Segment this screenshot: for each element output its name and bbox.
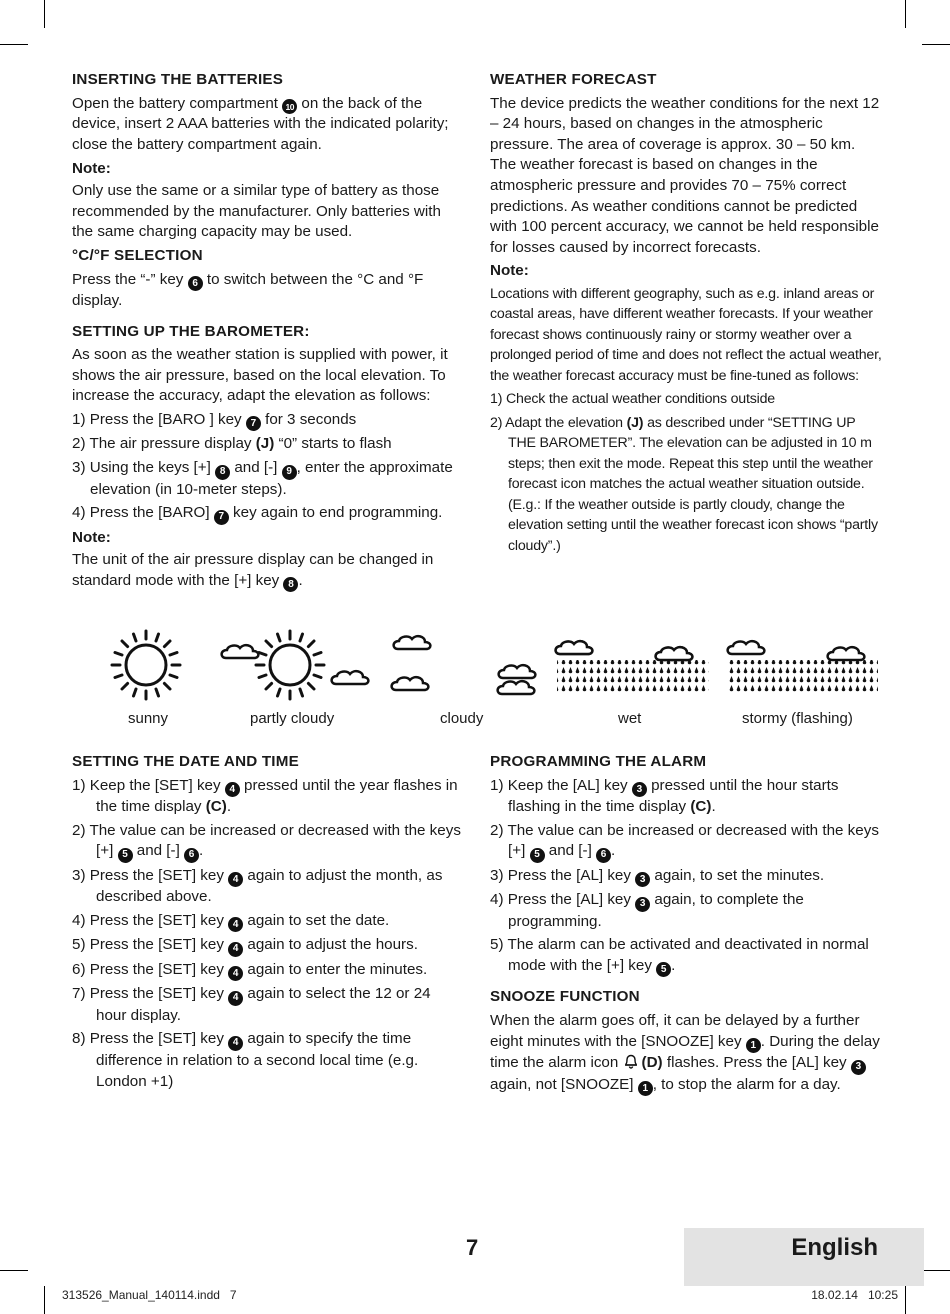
units-text: Press the “-” key 6 to switch between the °C and °F display.: [72, 270, 424, 309]
crop-mark: [905, 0, 906, 28]
list-item: 2) The air pressure display (J) “0” starts to flash: [72, 435, 392, 453]
barometer-heading: SETTING UP THE BAROMETER:: [72, 322, 310, 340]
key-number-badge: 4: [228, 872, 243, 887]
key-number-badge: 7: [214, 510, 229, 525]
barometer-steps: [72, 410, 464, 525]
key-number-badge: 6: [188, 276, 203, 291]
key-number-badge: 3: [632, 782, 647, 797]
list-item: 5) Press the [SET] key 4 again to adjust the hours.: [72, 935, 464, 957]
note-label: Note:: [490, 262, 529, 280]
list-item: 1) Press the [BARO ] key 7 for 3 seconds: [72, 410, 464, 432]
list-item: 7) Press the [SET] key 4 again to select the 12 or 24 hour display.: [72, 985, 431, 1024]
key-number-badge: 3: [635, 872, 650, 887]
stormy-icon: [728, 641, 878, 694]
key-number-badge: 3: [851, 1060, 866, 1075]
snooze-heading: SNOOZE FUNCTION: [490, 988, 640, 1006]
key-number-badge: 5: [530, 848, 545, 863]
note-label: Note:: [72, 159, 111, 177]
list-item: 2) The value can be increased or decreased with the keys [+] 5 and [-] 6 .: [72, 821, 464, 863]
crop-mark: [905, 1286, 906, 1314]
barometer-note: The unit of the air pressure display can be changed in standard mode with the [+] key 8 .: [72, 550, 464, 592]
key-number-badge: 9: [282, 465, 297, 480]
weather-label-cloudy: cloudy: [440, 710, 484, 727]
list-item: 3) Press the [SET] key 4 again to adjust the month, as described above.: [72, 866, 443, 906]
crop-mark: [44, 1286, 45, 1314]
list-item: 1) Check the actual weather conditions outside: [490, 391, 775, 408]
alarm-steps: [490, 776, 885, 978]
key-number-badge: 1: [638, 1081, 653, 1096]
crop-mark: [922, 1270, 950, 1271]
right-column-top: [490, 70, 885, 559]
crop-mark: [0, 44, 28, 45]
left-column-top: [72, 70, 464, 595]
key-number-badge: 4: [228, 991, 243, 1006]
units-heading: °C/°F SELECTION: [72, 246, 203, 264]
batteries-text: Open the battery compartment 10 on the back of the device, insert 2 AAA batteries with the indicated polarity; close the battery compartment again.: [72, 94, 449, 153]
weather-label-wet: wet: [618, 710, 642, 727]
list-item: 4) Press the [AL] key 3 again, to complete the programming.: [490, 891, 804, 930]
key-number-badge: 4: [228, 942, 243, 957]
list-item: 3) Press the [AL] key 3 again, to set the minutes.: [490, 866, 885, 888]
key-number-badge: 4: [228, 917, 243, 932]
page-number: 7: [466, 1235, 479, 1260]
left-column-bottom: [72, 752, 464, 1095]
right-column-bottom: [490, 752, 885, 1099]
key-number-badge: 4: [225, 782, 240, 797]
batteries-heading: INSERTING THE BATTERIES: [72, 71, 284, 88]
list-item: 1) Keep the [AL] key 3 pressed until the hour starts flashing in the time display (C).: [490, 776, 839, 816]
snooze-text: When the alarm goes off, it can be delayed by a further eight minutes with the [SNOOZE] key 1 . During the delay time the alarm icon (D) flashes. Press the [AL] key 3 again, not [SNOOZE] 1 , to stop the alarm for a day.: [490, 1011, 885, 1096]
key-number-badge: 7: [246, 416, 261, 431]
list-item: 8) Press the [SET] key 4 again to specify the time difference in relation to a second local time (e.g. London +1): [72, 1030, 419, 1090]
weather-label-partly-cloudy: partly cloudy: [250, 710, 335, 727]
key-number-badge: 10: [282, 99, 297, 114]
forecast-text: The device predicts the weather conditions for the next 12 – 24 hours, based on changes in the atmospheric pressure. The area of coverage is approx. 30 – 50 km. The weather forecast is based on changes in the atmospheric pressure and provides 70 – 75% correct predictions. As weather conditions cannot be predicted with 100 percent accuracy, we cannot be held responsible for losses caused by incorrect forecasts.: [490, 94, 880, 256]
weather-label-sunny: sunny: [128, 710, 169, 727]
list-item: 4) Press the [SET] key 4 again to set the date.: [72, 911, 464, 933]
forecast-steps: [490, 389, 885, 556]
key-number-badge: 6: [596, 848, 611, 863]
key-number-badge: 1: [746, 1038, 761, 1053]
cloudy-icon: [392, 636, 431, 690]
list-item: 6) Press the [SET] key 4 again to enter the minutes.: [72, 960, 464, 982]
list-item: 5) The alarm can be activated and deactivated in normal mode with the [+] key 5 .: [490, 935, 885, 977]
crop-mark: [44, 0, 45, 28]
note-label: Note:: [72, 528, 111, 546]
list-item: 2) Adapt the elevation (J) as described under “SETTING UP THE BAROMETER”. The elevation can be adjusted in 10 m steps; then exit the mode. Repeat this step until the weather forecast icon matches the actual weather situation outside. (E.g.: If the weather outside is partly cloudy, change the elevation setting until the weather forecast icon shows “partly cloudy”.): [490, 414, 878, 554]
key-number-badge: 8: [283, 577, 298, 592]
list-item: 1) Keep the [SET] key 4 pressed until the year flashes in the time display (C).: [72, 776, 458, 816]
batteries-note: Only use the same or a similar type of battery as those recommended by the manufacturer. Only batteries with the same charging capacity may be used.: [72, 182, 441, 241]
file-slug: 313526_Manual_140114.indd 7: [62, 1288, 237, 1302]
language-label: English: [791, 1234, 878, 1261]
key-number-badge: 5: [118, 848, 133, 863]
date-time-heading: SETTING THE DATE AND TIME: [72, 753, 299, 770]
forecast-note: Locations with different geography, such as e.g. inland areas or coastal areas, have different weather forecasts. If your weather forecast shows continuously rainy or stormy weather over a prolonged period of time and does not reflect the actual weather, the weather forecast accuracy must be fine-tuned as follows:: [490, 285, 882, 384]
weather-label-stormy: stormy (flashing): [742, 710, 853, 727]
key-number-badge: 4: [228, 1036, 243, 1051]
key-number-badge: 4: [228, 966, 243, 981]
key-number-badge: 8: [215, 465, 230, 480]
crop-mark: [922, 44, 950, 45]
key-number-badge: 5: [656, 962, 671, 977]
date-time-steps: [72, 776, 464, 1093]
sunny-icon: [112, 631, 180, 699]
wet-icon: [498, 641, 709, 694]
key-number-badge: 6: [184, 848, 199, 863]
list-item: 4) Press the [BARO] 7 key again to end programming.: [72, 503, 464, 525]
partly-cloudy-icon: [222, 631, 369, 699]
barometer-intro: As soon as the weather station is supplied with power, it shows the air pressure, based on the local elevation. To increase the accuracy, adapt the elevation as follows:: [72, 346, 448, 405]
date-stamp: 18.02.14 10:25: [811, 1288, 898, 1302]
key-number-badge: 3: [635, 897, 650, 912]
list-item: 2) The value can be increased or decreased with the keys [+] 5 and [-] 6 .: [490, 821, 885, 863]
bell-icon: [623, 1053, 639, 1069]
forecast-heading: WEATHER FORECAST: [490, 71, 657, 88]
alarm-heading: PROGRAMMING THE ALARM: [490, 753, 707, 770]
list-item: 3) Using the keys [+] 8 and [-] 9 , enter the approximate elevation (in 10-meter steps).: [72, 459, 453, 498]
crop-mark: [0, 1270, 28, 1271]
